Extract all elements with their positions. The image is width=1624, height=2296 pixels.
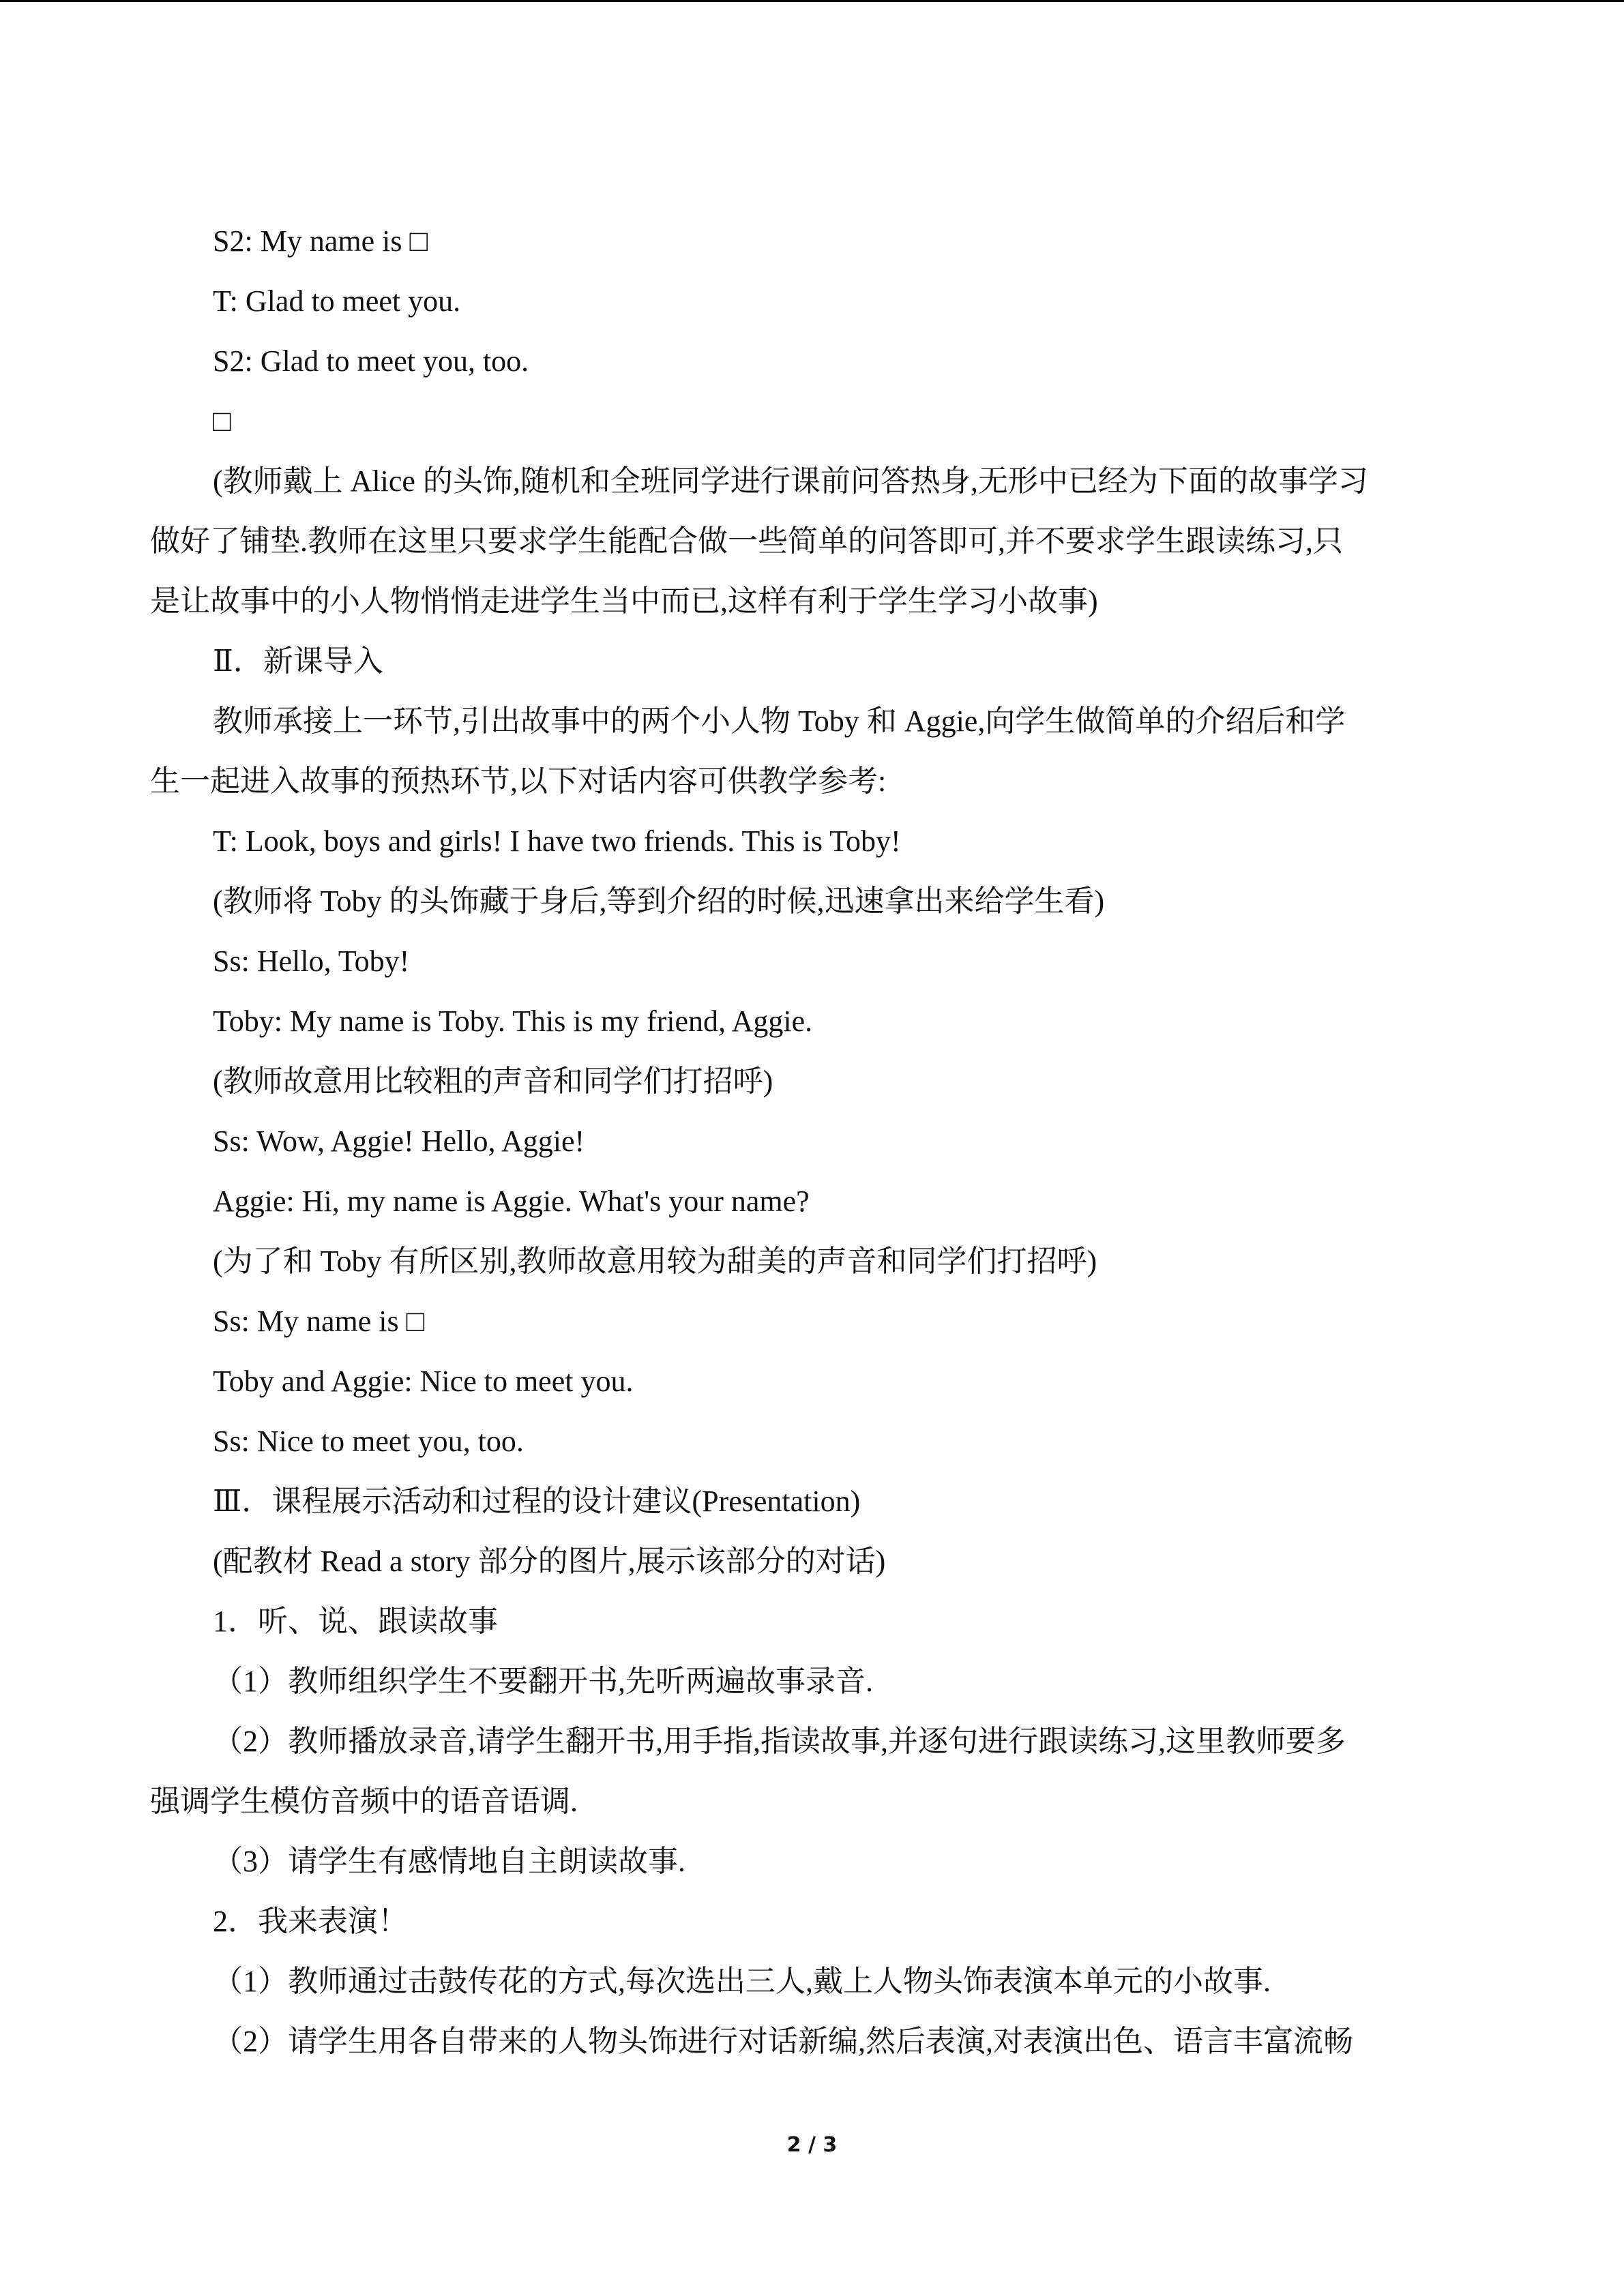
section-heading: Ⅱ．新课导入 (213, 644, 383, 678)
document-body (150, 211, 1487, 2072)
text-line: S2: My name is □ (213, 224, 428, 258)
text-line: Ss: My name is □ (213, 1304, 425, 1338)
text-line: (为了和 Toby 有所区别,教师故意用较为甜美的声音和同学们打招呼) (213, 1244, 1097, 1278)
section-heading: Ⅲ．课程展示活动和过程的设计建议(Presentation) (213, 1485, 861, 1518)
subsection-heading: 1．听、说、跟读故事 (213, 1605, 498, 1638)
text-line: T: Look, boys and girls! I have two friends. This is Toby! (213, 824, 901, 858)
text-line: □ (213, 404, 231, 438)
text-line: 是让故事中的小人物悄悄走进学生当中而已,这样有利于学生学习小故事) (150, 584, 1098, 618)
text-line: (配教材 Read a story 部分的图片,展示该部分的对话) (213, 1545, 886, 1578)
text-line: Ss: Hello, Toby! (213, 944, 410, 978)
subsection-heading: 2．我来表演！ (213, 1905, 408, 1938)
text-line: （2）请学生用各自带来的人物头饰进行对话新编,然后表演,对表演出色、语言丰富流畅 (213, 2025, 1353, 2058)
text-line: (教师将 Toby 的头饰藏于身后,等到介绍的时候,迅速拿出来给学生看) (213, 884, 1105, 918)
text-line: 教师承接上一环节,引出故事中的两个小人物 Toby 和 Aggie,向学生做简单的介绍后和学 (213, 704, 1346, 738)
text-line: （1）教师组织学生不要翻开书,先听两遍故事录音. (213, 1665, 873, 1698)
text-line: （3）请学生有感情地自主朗读故事. (213, 1845, 685, 1878)
text-line: 强调学生模仿音频中的语音语调. (150, 1785, 578, 1818)
text-line: Toby: My name is Toby. This is my friend, Aggie. (213, 1004, 813, 1038)
text-line: （1）教师通过击鼓传花的方式,每次选出三人,戴上人物头饰表演本单元的小故事. (213, 1965, 1271, 1998)
text-line: Toby and Aggie: Nice to meet you. (213, 1365, 634, 1398)
top-border-rule (0, 0, 1624, 2)
text-line: (教师故意用比较粗的声音和同学们打招呼) (213, 1064, 773, 1098)
text-line: (教师戴上 Alice 的头饰,随机和全班同学进行课前问答热身,无形中已经为下面的故事学习 (213, 464, 1368, 498)
text-line: Ss: Nice to meet you, too. (213, 1425, 524, 1458)
text-line: S2: Glad to meet you, too. (213, 344, 529, 378)
page-number: 2 / 3 (786, 2133, 838, 2157)
text-line: （2）教师播放录音,请学生翻开书,用手指,指读故事,并逐句进行跟读练习,这里教师要多 (213, 1725, 1346, 1758)
text-line: 生一起进入故事的预热环节,以下对话内容可供教学参考: (150, 764, 887, 798)
text-line: T: Glad to meet you. (213, 284, 461, 318)
text-line: 做好了铺垫.教师在这里只要求学生能配合做一些简单的问答即可,并不要求学生跟读练习,只 (150, 524, 1343, 558)
text-line: Aggie: Hi, my name is Aggie. What's your name? (213, 1184, 810, 1218)
text-line: Ss: Wow, Aggie! Hello, Aggie! (213, 1124, 585, 1158)
